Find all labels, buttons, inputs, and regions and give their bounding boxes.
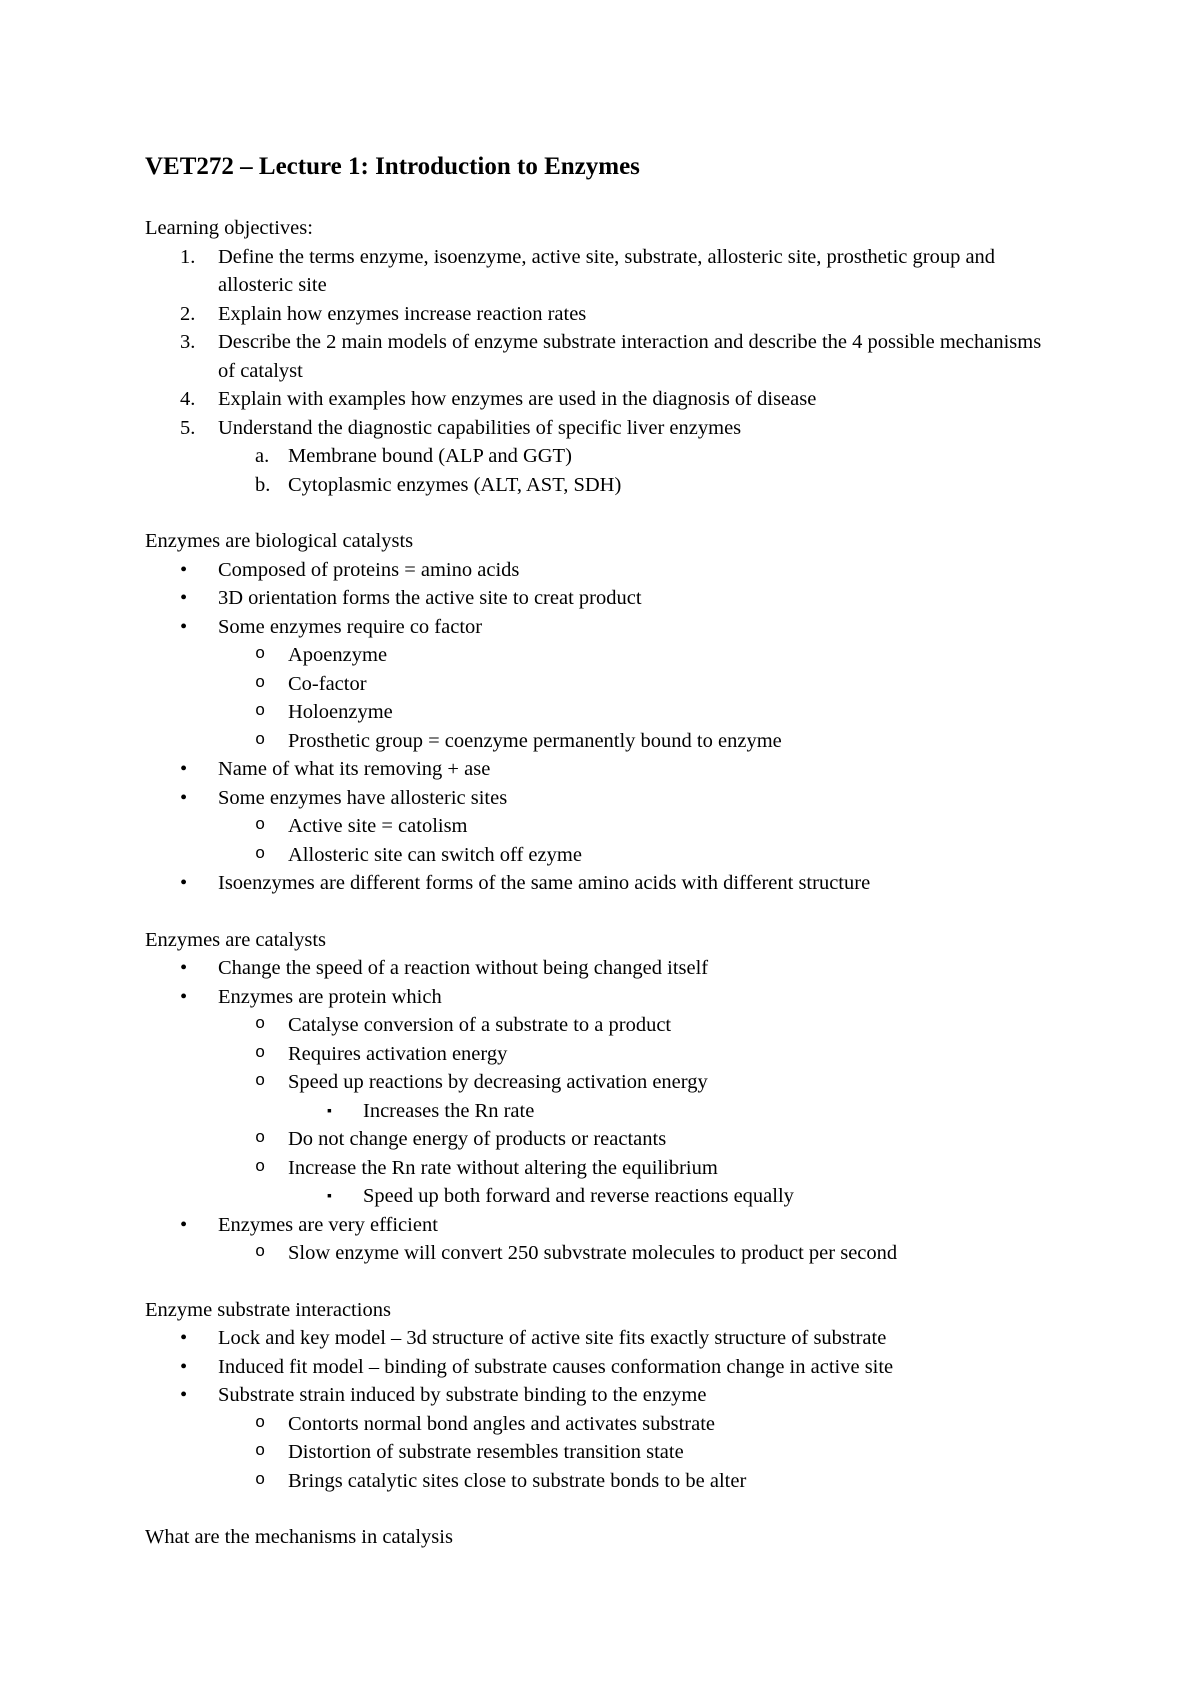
list-item — [145, 1097, 1055, 1126]
list-item — [145, 670, 1055, 699]
list-item-text: Name of what its removing + ase — [218, 758, 491, 780]
list-item — [145, 698, 1055, 727]
list-marker: • — [180, 1213, 188, 1236]
paragraph-text: Enzymes are biological catalysts — [145, 530, 414, 552]
list-item-text: Distortion of substrate resembles transition state — [288, 1441, 684, 1463]
paragraph — [145, 1296, 1055, 1325]
list-marker: • — [180, 985, 188, 1008]
list-item-text: Induced fit model – binding of substrate causes conformation change in active site — [218, 1355, 894, 1378]
list-item-text: Holoenzyme — [288, 701, 393, 723]
list-marker: • — [180, 957, 188, 979]
list-item — [145, 869, 1055, 898]
list-item-text: Allosteric site can switch off ezyme — [288, 843, 582, 866]
list-item — [145, 1324, 1055, 1353]
list-item-text: Define the terms enzyme, isoenzyme, active site, substrate, allosteric site, prosthetic group and allosteric site — [218, 245, 996, 296]
list-item-text: Enzymes are protein which — [218, 985, 442, 1008]
list-marker: o — [255, 702, 266, 721]
list-marker: 4. — [180, 388, 196, 410]
list-marker: a. — [255, 445, 270, 467]
list-item — [145, 1410, 1055, 1439]
list-marker: • — [180, 558, 188, 581]
list-item-text: Composed of proteins = amino acids — [218, 558, 520, 581]
document-body — [145, 214, 1055, 1552]
list-item — [145, 1239, 1055, 1268]
list-item — [145, 385, 1055, 414]
list-item-text: Enzymes are very efficient — [218, 1213, 438, 1236]
list-item-text: Some enzymes have allosteric sites — [218, 786, 508, 809]
list-item — [145, 414, 1055, 443]
list-item — [145, 584, 1055, 613]
list-item-text: Understand the diagnostic capabilities of specific liver enzymes — [218, 416, 742, 439]
list-item-text: Prosthetic group = coenzyme permanently bound to enzyme — [288, 729, 782, 752]
list-item-text: Isoenzymes are different forms of the same amino acids with different structure — [218, 872, 871, 894]
list-item — [145, 613, 1055, 642]
list-item-text: Active site = catolism — [288, 815, 468, 837]
list-item — [145, 1438, 1055, 1467]
list-item — [145, 983, 1055, 1012]
list-marker: o — [255, 1243, 266, 1262]
list-item — [145, 1040, 1055, 1069]
list-item-text: 3D orientation forms the active site to creat product — [218, 587, 642, 609]
list-item — [145, 243, 1055, 300]
list-marker: ▪ — [327, 1189, 332, 1204]
list-item-text: Change the speed of a reaction without being changed itself — [218, 957, 709, 979]
list-item-text: Co-factor — [288, 672, 367, 695]
list-marker: o — [255, 1413, 266, 1433]
list-item-text: Explain how enzymes increase reaction rates — [218, 302, 587, 325]
list-item-text: Increase the Rn rate without altering the equilibrium — [288, 1156, 718, 1179]
list-item — [145, 954, 1055, 983]
list-marker: • — [180, 1355, 188, 1378]
list-item-text: Substrate strain induced by substrate binding to the enzyme — [218, 1384, 707, 1406]
list-item-text: Speed up both forward and reverse reactions equally — [363, 1185, 794, 1207]
list-item — [145, 471, 1055, 500]
paragraph-text: Learning objectives: — [145, 217, 313, 239]
list-item-text: Membrane bound (ALP and GGT) — [288, 445, 572, 467]
list-marker: • — [180, 1327, 188, 1349]
list-marker: o — [255, 816, 266, 835]
list-item-text: Do not change energy of products or reactants — [288, 1128, 667, 1150]
list-item — [145, 1353, 1055, 1382]
list-item — [145, 755, 1055, 784]
list-marker: 2. — [180, 302, 196, 325]
list-item — [145, 328, 1055, 385]
paragraph-text: What are the mechanisms in catalysis — [145, 1526, 453, 1548]
list-item — [145, 1467, 1055, 1496]
list-marker: o — [255, 1072, 266, 1091]
list-item-text: Apoenzyme — [288, 644, 388, 666]
list-item — [145, 641, 1055, 670]
list-item-text: Increases the Rn rate — [363, 1099, 535, 1122]
list-item-text: Explain with examples how enzymes are used in the diagnosis of disease — [218, 388, 817, 410]
paragraph — [145, 1523, 1055, 1552]
list-item — [145, 1182, 1055, 1211]
list-marker: o — [255, 673, 266, 693]
list-marker: o — [255, 730, 266, 750]
list-marker: • — [180, 786, 188, 809]
list-item — [145, 442, 1055, 471]
list-marker: 5. — [180, 416, 196, 439]
list-marker: 1. — [180, 245, 196, 268]
list-item-text: Slow enzyme will convert 250 subvstrate molecules to product per second — [288, 1242, 898, 1264]
list-marker: o — [255, 645, 266, 664]
list-item-text: Brings catalytic sites close to substrate bonds to be alter — [288, 1469, 747, 1492]
list-item-text: Requires activation energy — [288, 1042, 508, 1065]
list-item — [145, 300, 1055, 329]
list-marker: 3. — [180, 331, 196, 353]
paragraph — [145, 926, 1055, 955]
list-item-text: Lock and key model – 3d structure of active site fits exactly structure of substrate — [218, 1327, 887, 1349]
paragraph-text: Enzymes are catalysts — [145, 928, 327, 951]
list-marker: o — [255, 1442, 266, 1461]
list-item — [145, 1068, 1055, 1097]
list-item-text: Cytoplasmic enzymes (ALT, AST, SDH) — [288, 473, 622, 496]
list-marker: b. — [255, 473, 271, 496]
list-marker: • — [180, 758, 188, 780]
list-item — [145, 1125, 1055, 1154]
list-item — [145, 1011, 1055, 1040]
paragraph — [145, 214, 1055, 243]
list-item-text: Contorts normal bond angles and activates substrate — [288, 1412, 715, 1435]
paragraph — [145, 527, 1055, 556]
list-marker: o — [255, 844, 266, 864]
list-marker: o — [255, 1043, 266, 1063]
list-marker: • — [180, 615, 188, 638]
paragraph-text: Enzyme substrate interactions — [145, 1298, 391, 1321]
list-item — [145, 727, 1055, 756]
list-marker: o — [255, 1129, 266, 1148]
list-marker: • — [180, 872, 188, 894]
list-item — [145, 556, 1055, 585]
list-item-text: Catalyse conversion of a substrate to a product — [288, 1014, 672, 1036]
list-marker: ▪ — [327, 1103, 332, 1119]
list-item-text: Speed up reactions by decreasing activation energy — [288, 1071, 708, 1093]
list-item — [145, 1381, 1055, 1410]
list-item — [145, 841, 1055, 870]
document-title: VET272 – Lecture 1: Introduction to Enzymes — [145, 153, 640, 180]
list-item — [145, 784, 1055, 813]
list-marker: o — [255, 1015, 266, 1034]
list-item — [145, 1154, 1055, 1183]
list-item-text: Some enzymes require co factor — [218, 615, 483, 638]
list-marker: o — [255, 1470, 266, 1490]
list-marker: • — [180, 1384, 188, 1406]
list-item — [145, 812, 1055, 841]
list-marker: o — [255, 1157, 266, 1177]
list-item-text: Describe the 2 main models of enzyme substrate interaction and describe the 4 possible mechanisms of catalyst — [218, 331, 1042, 382]
list-item — [145, 1211, 1055, 1240]
list-marker: • — [180, 587, 188, 609]
